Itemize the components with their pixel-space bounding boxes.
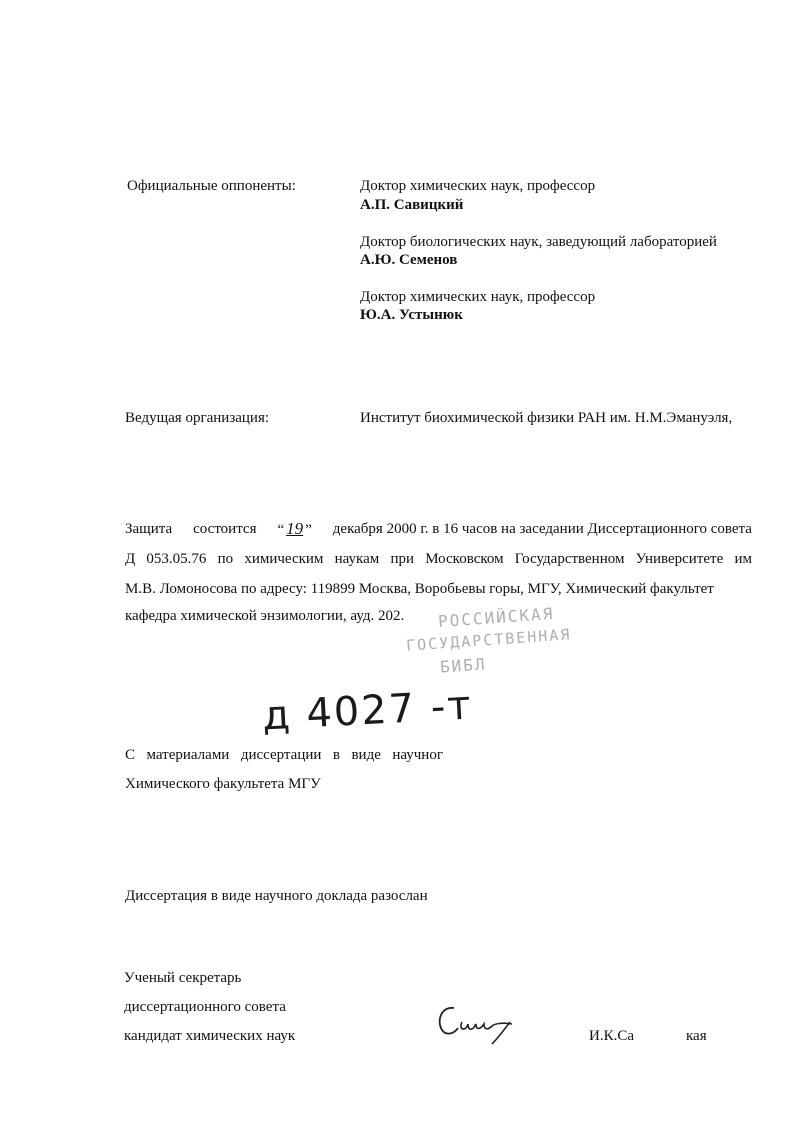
- defense-line-4: кафедра химической энзимологии, ауд. 202.: [125, 608, 405, 624]
- defense-line-1-rest: декабря 2000 г. в 16 часов на заседании Диссертационного совета: [332, 521, 752, 537]
- defense-line-1: [125, 520, 752, 539]
- defense-word: по: [217, 551, 234, 567]
- materials-word: виде: [351, 747, 381, 763]
- secretary-line-3: кандидат химических наук: [124, 1028, 296, 1044]
- materials-line-1: [125, 746, 443, 764]
- opponents-label: Официальные оппоненты:: [127, 178, 296, 194]
- defense-line-2: [125, 550, 752, 568]
- materials-word: научног: [392, 747, 443, 763]
- close-quote: ”: [305, 522, 312, 538]
- defense-date: [277, 520, 311, 539]
- defense-word: химическим: [244, 551, 324, 567]
- handwritten-day: 19: [286, 519, 304, 538]
- defense-word: Защита: [125, 521, 173, 537]
- defense-word: при: [390, 551, 414, 567]
- defense-word: Д: [125, 551, 136, 567]
- open-quote: “: [277, 522, 285, 538]
- defense-word: Университете: [635, 551, 724, 567]
- opponent-1-title: Доктор химических наук, профессор: [360, 178, 596, 194]
- materials-word: материалами: [146, 747, 230, 763]
- materials-word: в: [332, 747, 340, 763]
- lead-org-value: Институт биохимической физики РАН им. Н.М.Эмануэля,: [360, 410, 733, 426]
- secretary-line-2: диссертационного совета: [124, 999, 286, 1015]
- defense-word: наукам: [334, 551, 380, 567]
- materials-word: С: [125, 747, 136, 763]
- signature: [432, 1000, 518, 1048]
- mailed-line: Диссертация в виде научного доклада разослан: [125, 888, 428, 904]
- library-stamp-line-3: БИБЛ: [439, 654, 488, 677]
- library-stamp-line-2: ГОСУДАРСТВЕННАЯ: [405, 625, 572, 655]
- defense-word: им: [734, 551, 752, 567]
- defense-word: Московском: [425, 551, 504, 567]
- secretary-line-1: Ученый секретарь: [124, 970, 242, 986]
- secretary-name-part-2: кая: [686, 1028, 707, 1044]
- defense-word: 053.05.76: [146, 551, 207, 567]
- opponent-2-title: Доктор биологических наук, заведующий лабораторией: [360, 234, 717, 250]
- opponent-3-title: Доктор химических наук, профессор: [360, 289, 596, 305]
- defense-line-3: М.В. Ломоносова по адресу: 119899 Москва, Воробьевы горы, МГУ, Химический факультет: [125, 581, 714, 597]
- defense-word: состоится: [193, 521, 257, 537]
- opponent-2-name: А.Ю. Семенов: [360, 252, 458, 268]
- materials-word: диссертации: [240, 747, 322, 763]
- secretary-name-part-1: И.К.Са: [589, 1028, 634, 1044]
- defense-word: Государственном: [514, 551, 625, 567]
- opponent-1-name: А.П. Савицкий: [360, 197, 464, 213]
- opponent-3-name: Ю.А. Устынюк: [360, 307, 463, 323]
- lead-org-label: Ведущая организация:: [125, 410, 270, 426]
- library-stamp-line-1: РОССИЙСКАЯ: [437, 603, 555, 632]
- handwritten-code: д 4027 -т: [260, 682, 474, 740]
- materials-line-2: Химического факультета МГУ: [125, 776, 321, 792]
